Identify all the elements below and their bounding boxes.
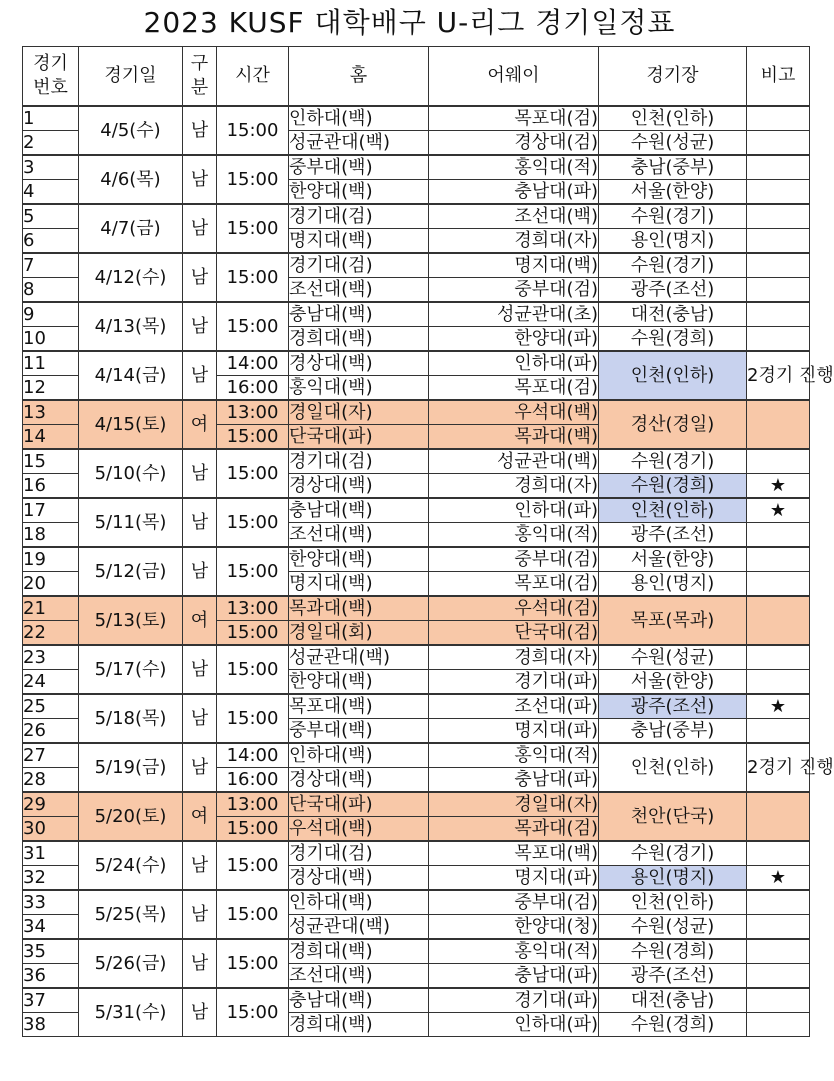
- venue: 수원(경희): [599, 939, 747, 964]
- game-number: 27: [23, 743, 79, 768]
- venue: 수원(성균): [599, 645, 747, 670]
- home-team: 인하대(백): [289, 743, 429, 768]
- game-number: 29: [23, 792, 79, 817]
- game-number: 9: [23, 302, 79, 327]
- venue: 서울(한양): [599, 670, 747, 695]
- game-time: 15:00: [217, 841, 289, 890]
- away-team: 목포대(백): [429, 841, 599, 866]
- home-team: 명지대(백): [289, 229, 429, 254]
- note: [747, 964, 810, 989]
- game-number: 23: [23, 645, 79, 670]
- away-team: 홍익대(적): [429, 939, 599, 964]
- table-row: [23, 792, 810, 817]
- away-team: 충남대(파): [429, 964, 599, 989]
- game-number: 6: [23, 229, 79, 254]
- note: [747, 890, 810, 915]
- home-team: 성균관대(백): [289, 131, 429, 156]
- away-team: 한양대(청): [429, 915, 599, 940]
- table-row: [23, 155, 810, 180]
- game-number: 16: [23, 474, 79, 499]
- away-team: 조선대(파): [429, 694, 599, 719]
- game-number: 17: [23, 498, 79, 523]
- game-division: 남: [183, 890, 217, 939]
- game-division: 여: [183, 400, 217, 449]
- venue: 광주(조선): [599, 964, 747, 989]
- game-number: 21: [23, 596, 79, 621]
- away-team: 목포대(검): [429, 572, 599, 597]
- game-number: 10: [23, 327, 79, 352]
- note: [747, 302, 810, 327]
- game-date: 4/14(금): [79, 351, 183, 400]
- game-division: 남: [183, 694, 217, 743]
- home-team: 중부대(백): [289, 719, 429, 744]
- game-date: 5/20(토): [79, 792, 183, 841]
- game-number: 2: [23, 131, 79, 156]
- away-team: 홍익대(적): [429, 155, 599, 180]
- game-number: 3: [23, 155, 79, 180]
- game-number: 19: [23, 547, 79, 572]
- game-division: 남: [183, 449, 217, 498]
- note: [747, 596, 810, 645]
- note: [747, 572, 810, 597]
- away-team: 중부대(검): [429, 890, 599, 915]
- game-division: 남: [183, 498, 217, 547]
- note: [747, 278, 810, 303]
- venue: 경산(경일): [599, 400, 747, 449]
- note: ★: [747, 694, 810, 719]
- game-time: 15:00: [217, 498, 289, 547]
- game-time: 15:00: [217, 106, 289, 155]
- away-team: 홍익대(적): [429, 743, 599, 768]
- table-row: [23, 645, 810, 670]
- venue: 용인(명지): [599, 572, 747, 597]
- home-team: 경희대(백): [289, 327, 429, 352]
- away-team: 한양대(파): [429, 327, 599, 352]
- table-row: [23, 449, 810, 474]
- game-number: 18: [23, 523, 79, 548]
- table-row: [23, 841, 810, 866]
- venue: 광주(조선): [599, 523, 747, 548]
- game-number: 4: [23, 180, 79, 205]
- game-division: 남: [183, 302, 217, 351]
- game-time: 15:00: [217, 621, 289, 646]
- away-team: 조선대(백): [429, 204, 599, 229]
- away-team: 명지대(파): [429, 866, 599, 891]
- table-row: [23, 939, 810, 964]
- table-row: [23, 351, 810, 376]
- game-date: 5/26(금): [79, 939, 183, 988]
- venue: 서울(한양): [599, 547, 747, 572]
- home-team: 우석대(백): [289, 817, 429, 842]
- note: [747, 131, 810, 156]
- away-team: 경상대(검): [429, 131, 599, 156]
- away-team: 경희대(자): [429, 229, 599, 254]
- home-team: 목포대(백): [289, 694, 429, 719]
- note: [747, 645, 810, 670]
- game-division: 남: [183, 106, 217, 155]
- game-date: 4/6(목): [79, 155, 183, 204]
- note: [747, 400, 810, 449]
- game-time: 15:00: [217, 988, 289, 1037]
- schedule-table: [22, 46, 834, 1037]
- table-row: [23, 596, 810, 621]
- home-team: 단국대(파): [289, 425, 429, 450]
- game-number: 20: [23, 572, 79, 597]
- game-time: 14:00: [217, 351, 289, 376]
- venue: 충남(중부): [599, 719, 747, 744]
- game-division: 남: [183, 547, 217, 596]
- game-number: 5: [23, 204, 79, 229]
- game-date: 5/31(수): [79, 988, 183, 1037]
- game-division: 남: [183, 988, 217, 1037]
- away-team: 충남대(파): [429, 768, 599, 793]
- game-date: 5/18(목): [79, 694, 183, 743]
- game-number: 7: [23, 253, 79, 278]
- game-number: 28: [23, 768, 79, 793]
- game-time: 15:00: [217, 890, 289, 939]
- header-note: 비고: [747, 47, 810, 107]
- away-team: 명지대(백): [429, 253, 599, 278]
- table-row: [23, 743, 810, 768]
- header-row: [23, 47, 810, 107]
- game-division: 남: [183, 253, 217, 302]
- game-time: 15:00: [217, 155, 289, 204]
- home-team: 경상대(백): [289, 768, 429, 793]
- venue: 용인(명지): [599, 229, 747, 254]
- away-team: 명지대(파): [429, 719, 599, 744]
- table-row: [23, 498, 810, 523]
- game-number: 30: [23, 817, 79, 842]
- header-home: 홈: [289, 47, 429, 107]
- note: [747, 327, 810, 352]
- game-time: 15:00: [217, 253, 289, 302]
- home-team: 경희대(백): [289, 939, 429, 964]
- home-team: 명지대(백): [289, 572, 429, 597]
- home-team: 홍익대(백): [289, 376, 429, 401]
- game-date: 5/19(금): [79, 743, 183, 792]
- header-time: 시간: [217, 47, 289, 107]
- game-number: 8: [23, 278, 79, 303]
- game-time: 16:00: [217, 768, 289, 793]
- game-time: 15:00: [217, 547, 289, 596]
- away-team: 중부대(검): [429, 278, 599, 303]
- game-time: 15:00: [217, 204, 289, 253]
- venue: 인천(인하): [599, 498, 747, 523]
- away-team: 인하대(파): [429, 498, 599, 523]
- away-team: 우석대(검): [429, 596, 599, 621]
- table-row: [23, 988, 810, 1013]
- game-number: 25: [23, 694, 79, 719]
- header-venue: 경기장: [599, 47, 747, 107]
- header-date: 경기일: [79, 47, 183, 107]
- home-team: 단국대(파): [289, 792, 429, 817]
- game-time: 13:00: [217, 596, 289, 621]
- home-team: 경희대(백): [289, 1013, 429, 1037]
- game-division: 남: [183, 351, 217, 400]
- game-time: 15:00: [217, 302, 289, 351]
- home-team: 경상대(백): [289, 474, 429, 499]
- game-date: 5/10(수): [79, 449, 183, 498]
- header-game-no: 경기 번호: [23, 47, 79, 107]
- away-team: 경희대(자): [429, 645, 599, 670]
- home-team: 조선대(백): [289, 278, 429, 303]
- note: [747, 1013, 810, 1037]
- venue: 수원(경기): [599, 841, 747, 866]
- home-team: 성균관대(백): [289, 645, 429, 670]
- note: [747, 253, 810, 278]
- game-number: 38: [23, 1013, 79, 1037]
- home-team: 충남대(백): [289, 498, 429, 523]
- away-team: 경기대(파): [429, 670, 599, 695]
- away-team: 목포대(검): [429, 106, 599, 131]
- away-team: 인하대(파): [429, 351, 599, 376]
- game-time: 15:00: [217, 939, 289, 988]
- venue: 충남(중부): [599, 155, 747, 180]
- note: [747, 523, 810, 548]
- schedule-body: [23, 106, 834, 1037]
- home-team: 성균관대(백): [289, 915, 429, 940]
- game-number: 15: [23, 449, 79, 474]
- away-team: 목과대(백): [429, 425, 599, 450]
- home-team: 한양대(백): [289, 670, 429, 695]
- home-team: 경일대(자): [289, 400, 429, 425]
- venue: 목포(목과): [599, 596, 747, 645]
- note: [747, 155, 810, 180]
- game-number: 13: [23, 400, 79, 425]
- game-number: 14: [23, 425, 79, 450]
- game-division: 남: [183, 204, 217, 253]
- home-team: 조선대(백): [289, 523, 429, 548]
- away-team: 우석대(백): [429, 400, 599, 425]
- venue: 광주(조선): [599, 278, 747, 303]
- game-date: 5/13(토): [79, 596, 183, 645]
- home-team: 한양대(백): [289, 547, 429, 572]
- game-date: 4/12(수): [79, 253, 183, 302]
- away-team: 목과대(검): [429, 817, 599, 842]
- note: [747, 792, 810, 841]
- table-row: [23, 694, 810, 719]
- away-team: 성균관대(초): [429, 302, 599, 327]
- home-team: 경기대(검): [289, 449, 429, 474]
- venue: 용인(명지): [599, 866, 747, 891]
- game-division: 남: [183, 841, 217, 890]
- note: ★: [747, 474, 810, 499]
- table-row: [23, 204, 810, 229]
- venue: 인천(인하): [599, 106, 747, 131]
- game-date: 5/12(금): [79, 547, 183, 596]
- venue: 수원(성균): [599, 915, 747, 940]
- game-number: 37: [23, 988, 79, 1013]
- header-division: 구 분: [183, 47, 217, 107]
- game-date: 5/17(수): [79, 645, 183, 694]
- home-team: 한양대(백): [289, 180, 429, 205]
- game-date: 5/11(목): [79, 498, 183, 547]
- game-time: 15:00: [217, 425, 289, 450]
- game-time: 15:00: [217, 694, 289, 743]
- home-team: 경기대(검): [289, 204, 429, 229]
- game-number: 12: [23, 376, 79, 401]
- venue: 인천(인하): [599, 743, 747, 792]
- away-team: 경일대(자): [429, 792, 599, 817]
- away-team: 성균관대(백): [429, 449, 599, 474]
- game-time: 15:00: [217, 817, 289, 842]
- venue: 인천(인하): [599, 890, 747, 915]
- note: [747, 229, 810, 254]
- note: [747, 915, 810, 940]
- game-division: 남: [183, 645, 217, 694]
- venue: 수원(경희): [599, 1013, 747, 1037]
- home-team: 조선대(백): [289, 964, 429, 989]
- venue: 인천(인하): [599, 351, 747, 400]
- venue: 수원(경기): [599, 204, 747, 229]
- note: [747, 204, 810, 229]
- game-date: 5/24(수): [79, 841, 183, 890]
- home-team: 충남대(백): [289, 302, 429, 327]
- game-number: 36: [23, 964, 79, 989]
- game-date: 5/25(목): [79, 890, 183, 939]
- game-time: 13:00: [217, 400, 289, 425]
- venue: 수원(성균): [599, 131, 747, 156]
- game-division: 여: [183, 596, 217, 645]
- game-number: 32: [23, 866, 79, 891]
- home-team: 중부대(백): [289, 155, 429, 180]
- note: ★: [747, 498, 810, 523]
- table-row: [23, 302, 810, 327]
- home-team: 경일대(회): [289, 621, 429, 646]
- game-number: 1: [23, 106, 79, 131]
- note: [747, 988, 810, 1013]
- game-date: 4/13(목): [79, 302, 183, 351]
- note: 2경기 진행: [747, 351, 810, 400]
- game-number: 34: [23, 915, 79, 940]
- away-team: 인하대(파): [429, 1013, 599, 1037]
- game-number: 33: [23, 890, 79, 915]
- table-row: [23, 106, 810, 131]
- game-time: 15:00: [217, 645, 289, 694]
- game-date: 4/5(수): [79, 106, 183, 155]
- venue: 수원(경희): [599, 327, 747, 352]
- game-time: 13:00: [217, 792, 289, 817]
- game-number: 11: [23, 351, 79, 376]
- away-team: 경기대(파): [429, 988, 599, 1013]
- header-away: 어웨이: [429, 47, 599, 107]
- home-team: 경상대(백): [289, 351, 429, 376]
- game-time: 16:00: [217, 376, 289, 401]
- game-number: 31: [23, 841, 79, 866]
- note: [747, 106, 810, 131]
- note: [747, 449, 810, 474]
- game-division: 여: [183, 792, 217, 841]
- venue: 광주(조선): [599, 694, 747, 719]
- away-team: 홍익대(적): [429, 523, 599, 548]
- home-team: 인하대(백): [289, 106, 429, 131]
- game-time: 14:00: [217, 743, 289, 768]
- note: 2경기 진행: [747, 743, 810, 792]
- venue: 천안(단국): [599, 792, 747, 841]
- game-date: 4/15(토): [79, 400, 183, 449]
- home-team: 경기대(검): [289, 253, 429, 278]
- table-row: [23, 547, 810, 572]
- home-team: 경상대(백): [289, 866, 429, 891]
- game-time: 15:00: [217, 449, 289, 498]
- venue: 수원(경희): [599, 474, 747, 499]
- note: [747, 547, 810, 572]
- note: [747, 180, 810, 205]
- home-team: 충남대(백): [289, 988, 429, 1013]
- game-number: 24: [23, 670, 79, 695]
- note: [747, 719, 810, 744]
- venue: 서울(한양): [599, 180, 747, 205]
- table-row: [23, 400, 810, 425]
- away-team: 목포대(검): [429, 376, 599, 401]
- note: [747, 841, 810, 866]
- game-date: 4/7(금): [79, 204, 183, 253]
- home-team: 목과대(백): [289, 596, 429, 621]
- venue: 대전(충남): [599, 302, 747, 327]
- game-division: 남: [183, 743, 217, 792]
- page-title: 2023 KUSF 대학배구 U-리그 경기일정표: [143, 6, 676, 39]
- note: [747, 939, 810, 964]
- game-number: 26: [23, 719, 79, 744]
- away-team: 단국대(검): [429, 621, 599, 646]
- away-team: 중부대(검): [429, 547, 599, 572]
- venue: 수원(경기): [599, 449, 747, 474]
- home-team: 인하대(백): [289, 890, 429, 915]
- table-row: [23, 253, 810, 278]
- game-number: 35: [23, 939, 79, 964]
- game-division: 남: [183, 939, 217, 988]
- home-team: 경기대(검): [289, 841, 429, 866]
- note: ★: [747, 866, 810, 891]
- game-number: 22: [23, 621, 79, 646]
- away-team: 경희대(자): [429, 474, 599, 499]
- game-division: 남: [183, 155, 217, 204]
- venue: 수원(경기): [599, 253, 747, 278]
- venue: 대전(충남): [599, 988, 747, 1013]
- away-team: 충남대(파): [429, 180, 599, 205]
- note: [747, 670, 810, 695]
- table-row: [23, 890, 810, 915]
